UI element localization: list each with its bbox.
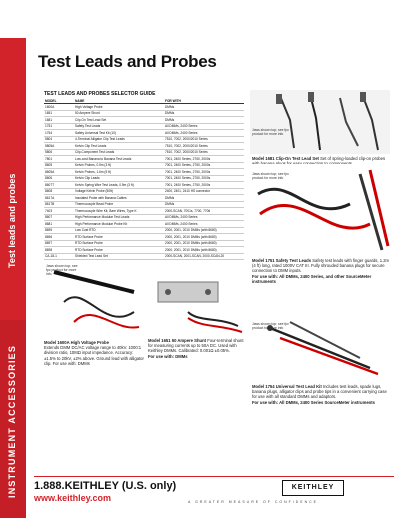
table-title: TEST LEADS AND PROBES SELECTOR GUIDE <box>44 91 156 97</box>
cell-for-with: All DMMs, 2400 Series <box>164 123 244 130</box>
caption-1681-body: Set of spring-loaded clip-on probes <box>320 156 386 161</box>
caption-1751-title: Model 1751 Safety Test Leads <box>252 258 312 263</box>
cell-model: 8607T <box>44 182 74 189</box>
cell-name: High Voltage Probe <box>74 104 164 111</box>
sidebar-footer-label: INSTRUMENT ACCESSORIES <box>7 344 17 498</box>
caption-1651-body: Four-terminal shunt for measuring currents up to 50A DC. Used with Keithley DMMs. Calibrated: 0.001Ω ±0.05%. <box>148 338 244 354</box>
photo-clip-on-leads <box>250 90 390 154</box>
cell-model: 8617A <box>44 195 74 202</box>
col-model: MODEL <box>44 99 74 104</box>
clip-on-leads-image <box>250 90 390 154</box>
caption-1651 <box>148 338 246 359</box>
cell-for-with: 2000, 2001, 2010 DMMs (with 8680) <box>164 227 244 234</box>
cell-for-with: 7001, 2400 Series, 2750, 2000s <box>164 182 244 189</box>
footer-web-link[interactable]: www.keithley.com <box>34 493 112 503</box>
cell-name: Kelvin Spring Wire Test Leads, 0.9m (3 ft) <box>74 182 164 189</box>
cell-name: High Performance Modular Test Leads <box>74 214 164 221</box>
keithley-logo: KEITHLEY <box>282 480 344 496</box>
cell-for-with: DMMs <box>164 201 244 208</box>
cell-model: 8608 <box>44 188 74 195</box>
cell-name: Low Cost RTD <box>74 227 164 234</box>
cell-name: Low-cost Banana to Banana Test Leads <box>74 156 164 163</box>
cell-name: Insulated Probe with Banana Cables <box>74 195 164 202</box>
photo-note-2: Jaws shown top; see fpc product for more info <box>252 172 289 180</box>
cell-model: 7403 <box>44 208 74 215</box>
cell-for-with: 7001, 2400 Series, 2750, 2000s <box>164 169 244 176</box>
cell-name: Clip-On Test Lead Set <box>74 117 164 124</box>
cell-model: 8617B <box>44 201 74 208</box>
caption-1651-foot: For use with: DMMs <box>148 353 188 359</box>
cell-name: Kelvin Probes, 1.6m (5 ft) <box>74 169 164 176</box>
cell-name: Safety Test Leads <box>74 123 164 130</box>
cell-name: RTD Surface Probe <box>74 247 164 254</box>
cell-name: Kelvin Clip Leads <box>74 175 164 182</box>
cell-model: 8605 <box>44 162 74 169</box>
cell-model: 1681 <box>44 117 74 124</box>
cell-model: 1600A <box>44 104 74 111</box>
cell-name: 50 Ampere Shunt <box>74 110 164 117</box>
cell-model: 5806 <box>44 149 74 156</box>
cell-model: 8696 <box>44 234 74 241</box>
cell-model: 8606 <box>44 175 74 182</box>
cell-name: 4-Terminal Alligator Clip Test Leads <box>74 136 164 143</box>
cell-for-with: 7510, 7002, 2000/2010 Series <box>164 136 244 143</box>
caption-1681-title: Model 1681 Clip-On Test Lead Set <box>252 156 319 161</box>
col-name: NAME <box>74 99 164 104</box>
cell-name: Shielded Test Lead Set <box>74 253 164 260</box>
cell-name: Kelvin Clip Test Leads <box>74 143 164 150</box>
cell-name: Safety Universal Test Kit (10) <box>74 130 164 137</box>
cell-model: 1751 <box>44 123 74 130</box>
cell-for-with: 2400, 2401, 2410 HS connector <box>164 188 244 195</box>
photo-shunt <box>148 262 246 334</box>
cell-model: 8697 <box>44 240 74 247</box>
cell-for-with: All DMMs, 2400 Series <box>164 221 244 228</box>
cell-model: 7801 <box>44 156 74 163</box>
cell-model: 1754 <box>44 130 74 137</box>
caption-1751-foot: For use with: All DMMs, 2400 Series, and other SourceMeter instruments <box>252 273 372 284</box>
caption-1600a-title: Model 1600A High Voltage Probe <box>44 340 109 345</box>
photo-note-3: Jaws shown top; see fpc product for more info <box>252 322 289 330</box>
cell-model: 5804 <box>44 136 74 143</box>
cell-for-with: 7510, 7002, 2000/2010 Series <box>164 143 244 150</box>
page-title: Test Leads and Probes <box>38 52 217 71</box>
caption-1600a <box>44 340 144 366</box>
cell-name: Thermocouple Bead Probe <box>74 201 164 208</box>
cell-for-with: 7510, 7002, 2000/2010 Series <box>164 149 244 156</box>
caption-1751 <box>252 258 392 284</box>
cell-name: Voltage Kelvin Probe (50ft) <box>74 188 164 195</box>
photo-note-4: Jaws shown top; see fpc product for more info <box>46 264 78 276</box>
footer-phone: 1.888.KEITHLEY (U.S. only) <box>34 480 177 492</box>
cell-name: Thermocouple Wire Kit, Bare Wires, Type K <box>74 208 164 215</box>
footer-divider <box>34 476 394 477</box>
cell-name: High Performance Modular Probe Kit <box>74 221 164 228</box>
cell-for-with: All DMMs, 2400 Series <box>164 214 244 221</box>
table-row <box>44 253 244 260</box>
cell-for-with: DMMs <box>164 104 244 111</box>
sidebar-section-label: Test leads and probes <box>7 173 17 268</box>
cell-model: 8695 <box>44 227 74 234</box>
footer-tagline: A GREATER MEASURE OF CONFIDENCE <box>188 500 318 504</box>
caption-1600a-body: Extends DMM DC/AC voltage range to 40kV. 1000:1 division ratio, 10MΩ input impedance. Accuracy: ±1.5% to 20kV, ±2% above. Ground lead with alligator clip. For use with: DMMs <box>44 345 144 366</box>
shunt-image <box>148 262 246 334</box>
cell-model: 8605A <box>44 169 74 176</box>
cell-model: 8698 <box>44 247 74 254</box>
cell-name: RTD Surface Probe <box>74 240 164 247</box>
caption-1751-body: Safety test leads with finger guards, 1.2m (4 ft) long, rated 1000V CAT III. Fully shrouded banana plugs for secure connection to DMM inputs. <box>252 258 390 274</box>
photo-note-1: Jaws shown top; see fpc product for more info <box>252 128 289 136</box>
cell-model: 1651 <box>44 110 74 117</box>
cell-model: CA-18-1 <box>44 253 74 260</box>
cell-name: Clip-Component Test Leads <box>74 149 164 156</box>
selector-table <box>44 99 244 260</box>
col-for-with: FOR WITH <box>164 99 244 104</box>
caption-1754-body: Includes test leads, spade lugs, banana plugs, alligator clips and probe tips in a convenient carrying case for use with all standard DMMs and adaptors. <box>252 384 387 400</box>
cell-for-with: 2000-SCAN, 7001s, 7700, 7706 <box>164 208 244 215</box>
cell-for-with: 2000-SCAN, 2001-SCAN, 2000-SCAN-20 <box>164 253 244 260</box>
caption-1754-title: Model 1754 Universal Test Lead Kit <box>252 384 322 389</box>
cell-for-with: 2000, 2001, 2010 DMMs (with 8680) <box>164 234 244 241</box>
cell-name: Kelvin Probes, 0.9m (3 ft) <box>74 162 164 169</box>
caption-1754 <box>252 384 392 405</box>
cell-for-with: All DMMs, 2400 Series <box>164 130 244 137</box>
cell-for-with: DMMs <box>164 117 244 124</box>
cell-model: 8607 <box>44 214 74 221</box>
caption-1754-foot: For use with: All DMMs, 2400 Series SourceMeter instruments <box>252 399 375 405</box>
cell-for-with: DMMs <box>164 195 244 202</box>
cell-name: RTD Surface Probe <box>74 234 164 241</box>
cell-model: 8681 <box>44 221 74 228</box>
cell-for-with: DMMs <box>164 110 244 117</box>
cell-model: 5805A <box>44 143 74 150</box>
cell-for-with: 7001, 2400 Series, 2750, 2000s <box>164 175 244 182</box>
caption-1651-title: Model 1651 50 Ampere Shunt <box>148 338 207 343</box>
cell-for-with: 2000, 2001, 2010 DMMs (with 8680) <box>164 247 244 254</box>
cell-for-with: 2000, 2001, 2010 DMMs (with 8680) <box>164 240 244 247</box>
cell-for-with: 7001, 2400 Series, 2750, 2000s <box>164 156 244 163</box>
cell-for-with: 7001, 2400 Series, 2750, 2000s <box>164 162 244 169</box>
